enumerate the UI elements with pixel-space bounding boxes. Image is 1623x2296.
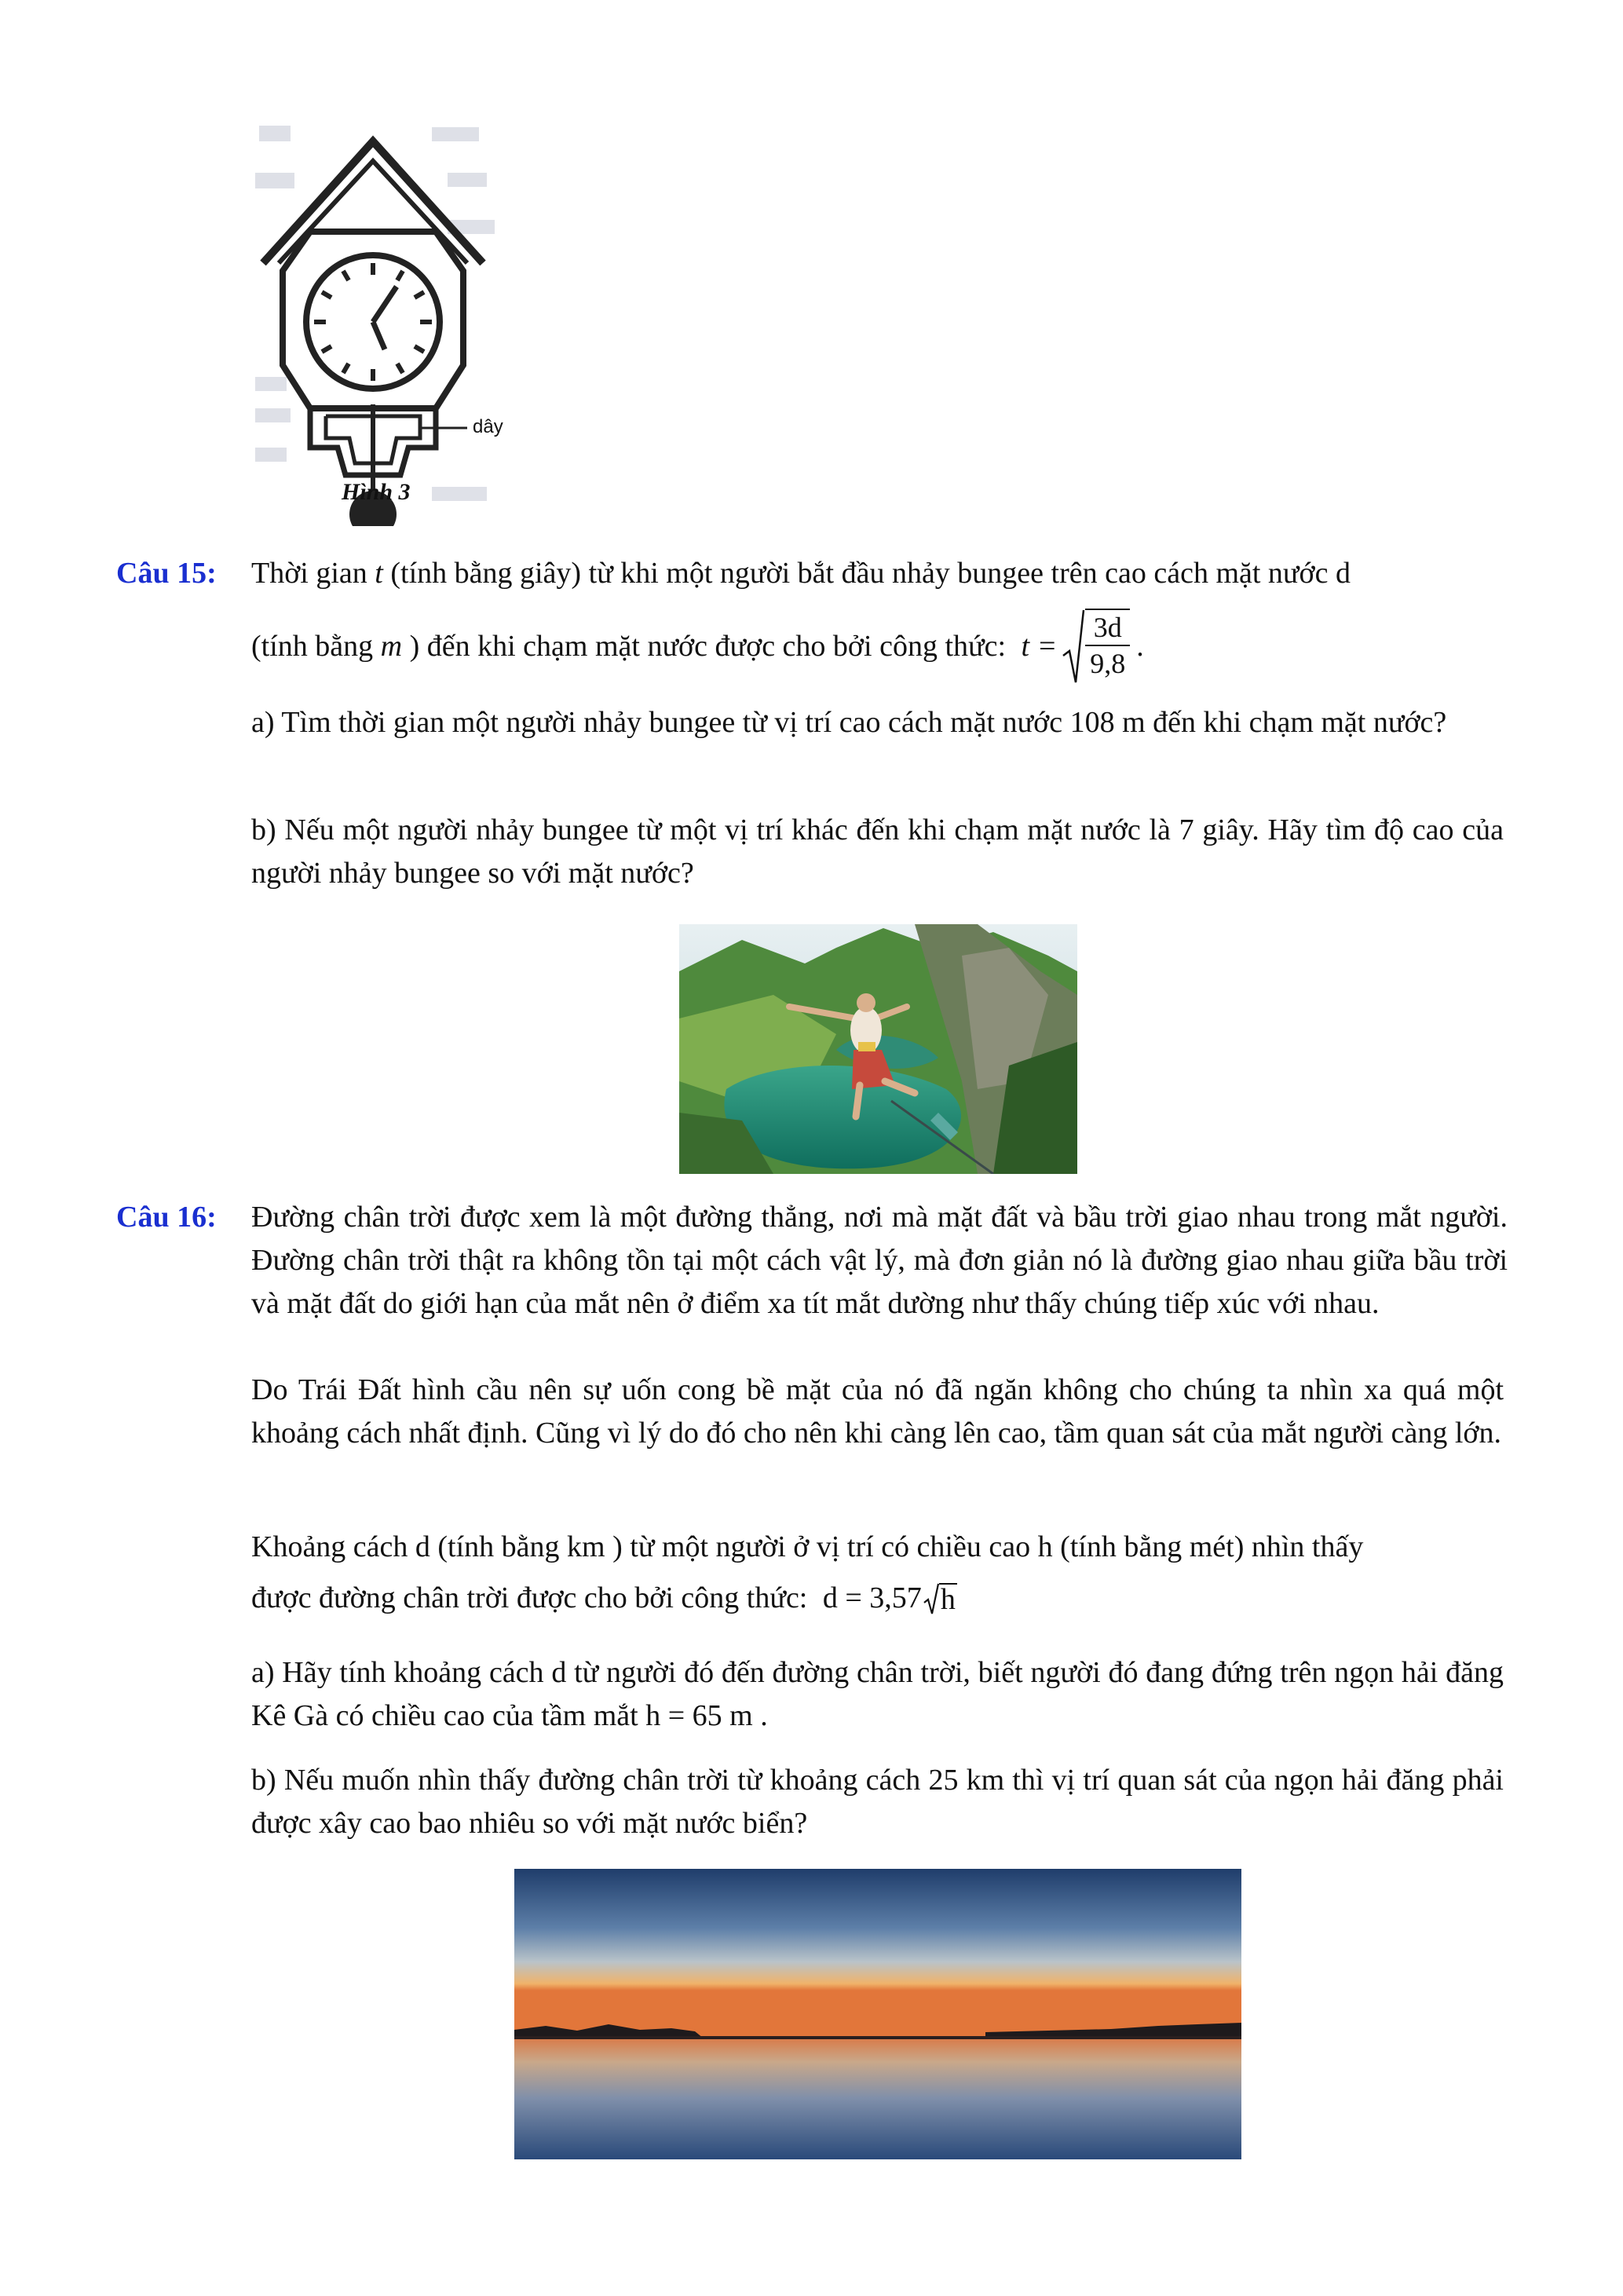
question-15-part-a: a) Tìm thời gian một người nhảy bungee từ vị trí cao cách mặt nước 108 m đến khi chạm mặt nước? — [251, 706, 1447, 739]
question-15-line2: (tính bằng m ) đến khi chạm mặt nước được cho bởi công thức: t = $\frac{3d}{9,8}$ . — [251, 609, 1508, 684]
question-16-para-3-line2: được đường chân trời được cho bởi công thức: d = 3,57 h — [251, 1577, 1508, 1620]
figure-caption: Hình 3 — [342, 479, 411, 505]
bungee-photo — [679, 924, 1077, 1174]
horizon-photo — [514, 1869, 1241, 2159]
formula-16: d = 3,57 h — [822, 1581, 956, 1616]
question-16-label: Câu 16: — [116, 1201, 217, 1234]
cuckoo-clock-icon — [251, 118, 503, 526]
string-label: dây — [473, 416, 503, 437]
question-16-para-3-line1: Khoảng cách d (tính bằng km ) từ một người ở vị trí có chiều cao h (tính bằng mét) nhìn thấy — [251, 1530, 1364, 1563]
question-16-para-1: Đường chân trời được xem là một đường thẳng, nơi mà mặt đất và bầu trời giao nhau trong mắt người. Đường chân trời thật ra không tồn tại một cách vật lý, mà đơn giản nó là đường giao nhau giữa bầu trời và mặt đất do giới hạn của mắt nên ở điểm xa tít mắt dường như thấy chúng tiếp xúc với nhau. — [251, 1201, 1508, 1320]
formula-15: t = $\frac{3d}{9,8}$ . — [1022, 609, 1144, 684]
question-16-para-2: Do Trái Đất hình cầu nên sự uốn cong bề mặt của nó đã ngăn không cho chúng ta nhìn xa quá một khoảng cách nhất định. Cũng vì lý do đó cho nên khi càng lên cao, tầm quan sát của mắt người càng lớn. — [251, 1373, 1504, 1450]
clock-figure — [251, 118, 503, 526]
sqrt-sign-icon — [1062, 609, 1085, 684]
question-15-line1: Thời gian t (tính bằng giây) từ khi một người bắt đầu nhảy bungee trên cao cách mặt nước d — [251, 557, 1351, 590]
sqrt-sign-icon — [923, 1582, 939, 1615]
question-16-part-b: b) Nếu muốn nhìn thấy đường chân trời từ khoảng cách 25 km thì vị trí quan sát của ngọn hải đăng phải được xây cao bao nhiêu so với mặt nước biển? — [251, 1764, 1504, 1840]
question-15-label: Câu 15: — [116, 557, 217, 590]
question-15-part-b: b) Nếu một người nhảy bungee từ một vị trí khác đến khi chạm mặt nước là 7 giây. Hãy tìm độ cao của người nhảy bungee so với mặt nước? — [251, 813, 1504, 890]
question-16-part-a: a) Hãy tính khoảng cách d từ người đó đến đường chân trời, biết người đó đang đứng trên ngọn hải đăng Kê Gà có chiều cao của tầm mắt h = 65 m . — [251, 1656, 1504, 1732]
